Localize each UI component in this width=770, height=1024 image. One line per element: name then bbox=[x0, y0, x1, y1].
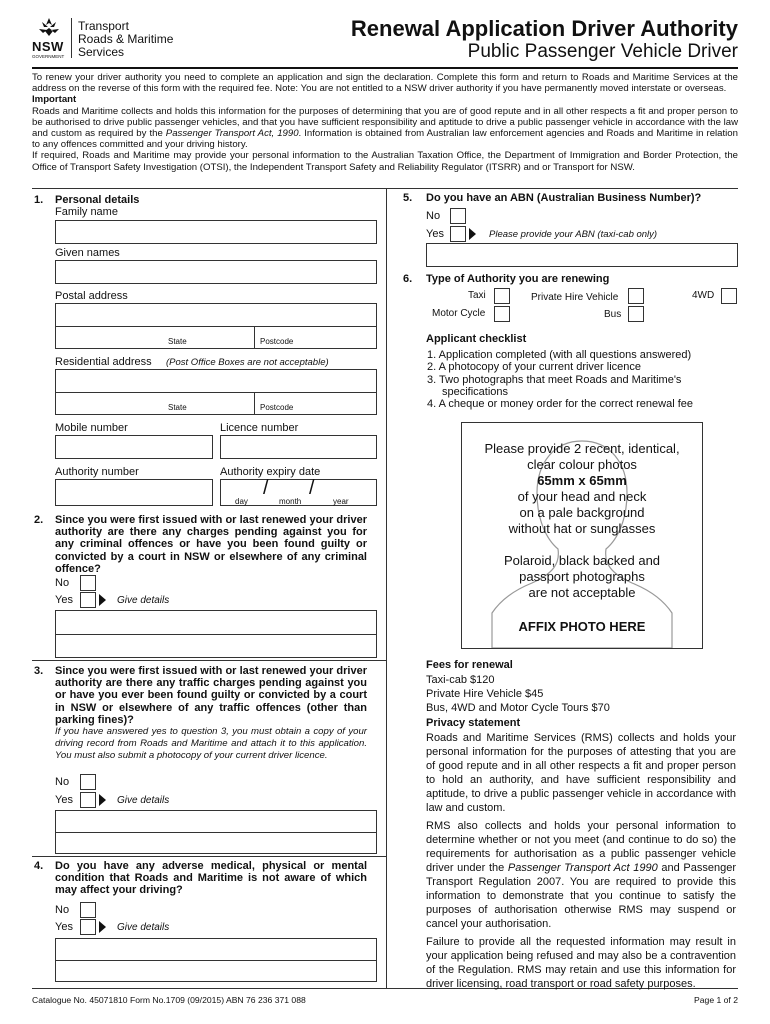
privacy-paragraph: Roads and Maritime Services (RMS) collects and holds your personal information for the purposes of attesting that you are of good repute and in all other respects a fit and proper person to hold an authority, and have sufficient responsibility and aptitude, to drive a public passenger vehicle in accordance with law and custom. bbox=[426, 732, 736, 814]
photo-line: on a pale background bbox=[519, 505, 645, 520]
arrow-right-icon bbox=[99, 594, 106, 606]
logo-line-1: Transport bbox=[78, 19, 129, 33]
q5-number: 5. bbox=[403, 192, 413, 204]
photo-line: Please provide 2 recent, identical, bbox=[484, 441, 680, 456]
q2-yes-label: Yes bbox=[55, 594, 73, 606]
photo-line: Polaroid, black backed and bbox=[503, 553, 661, 568]
fees-list bbox=[426, 673, 610, 715]
q5-no-label: No bbox=[426, 210, 441, 222]
given-names-label: Given names bbox=[55, 247, 120, 259]
residential-address-label: Residential address bbox=[55, 356, 152, 368]
bus-label: Bus bbox=[604, 309, 622, 320]
intro-text bbox=[32, 72, 738, 173]
authority-number-field[interactable] bbox=[55, 479, 213, 506]
important-heading: Important bbox=[32, 94, 77, 106]
affix-photo-label: AFFIX PHOTO HERE bbox=[518, 619, 646, 634]
authority-expiry-label: Authority expiry date bbox=[220, 466, 321, 478]
checklist-heading: Applicant checklist bbox=[426, 333, 527, 345]
q4-details-field[interactable] bbox=[55, 938, 377, 982]
q4-no-label: No bbox=[55, 904, 70, 916]
q2-give-details-label: Give details bbox=[117, 595, 170, 606]
private-hire-checkbox[interactable] bbox=[628, 288, 644, 304]
privacy-text bbox=[426, 731, 736, 991]
q4-no-checkbox[interactable] bbox=[80, 902, 96, 918]
residential-note: (Post Office Boxes are not acceptable) bbox=[166, 357, 329, 368]
q5-heading: Do you have an ABN (Australian Business Number)? bbox=[426, 192, 702, 204]
fourwd-label: 4WD bbox=[692, 290, 715, 301]
q2-details-field[interactable] bbox=[55, 610, 377, 658]
important-paragraph: Roads and Maritime collects and holds this information for the purposes of determining that you are of good repute and in all other respects a fit and proper person to be authorised to drive public passenger vehicles, and that you have sufficient responsibility and aptitude to drive a public passenger vehicle in accordance with the law and custom as required by the Passenger Transport Act, 1990. Information is obtained from Australian law enforcement agencies and Roads and Maritime in relation to any offences committed and your driving history. bbox=[32, 105, 738, 151]
mobile-number-field[interactable] bbox=[55, 435, 213, 459]
mobile-number-label: Mobile number bbox=[55, 422, 128, 434]
date-slash-icon: / bbox=[263, 477, 269, 499]
photo-size: 65mm x 65mm bbox=[537, 473, 627, 488]
fee-bus: Bus, 4WD and Motor Cycle Tours $70 bbox=[426, 702, 610, 714]
given-names-field[interactable] bbox=[55, 260, 377, 284]
privacy-paragraph: RMS also collects and holds your personal information to determine whether or not you meet (and continue to do so) the requirements for authorisation as a public passenger vehicle driver under the Passenger Transport Act 1990 and Passenger Transport Regulation 2007. You are required to provide this information to demonstrate that you continue to satisfy the purposes of authorisation otherwise RMS may suspend or cancel your authorisation. bbox=[426, 820, 736, 930]
page-title: Renewal Application Driver Authority bbox=[350, 16, 738, 41]
q5-yes-checkbox[interactable] bbox=[450, 226, 466, 242]
q3-give-details-label: Give details bbox=[117, 795, 170, 806]
q6-heading: Type of Authority you are renewing bbox=[426, 273, 610, 285]
disclosure-paragraph: If required, Roads and Maritime may provide your personal information to the Australian Taxation Office, the Department of Immigration and Border Protection, the Office of Transport Safety Investigation (OTSI), the Independent Transport Safety and Reliability Regulator (ITSRR) and or Transport for NSW. bbox=[32, 150, 738, 173]
page-subtitle: Public Passenger Vehicle Driver bbox=[467, 41, 738, 62]
q3-number: 3. bbox=[34, 665, 44, 677]
motor-cycle-checkbox[interactable] bbox=[494, 306, 510, 322]
logo-line-3: Services bbox=[78, 45, 125, 59]
postal-state-label: State bbox=[168, 337, 187, 346]
q5-no-checkbox[interactable] bbox=[450, 208, 466, 224]
q2-no-checkbox[interactable] bbox=[80, 575, 96, 591]
q1-heading: Personal details bbox=[55, 194, 140, 206]
fee-private-hire: Private Hire Vehicle $45 bbox=[426, 688, 544, 700]
checklist-item: specifications bbox=[442, 385, 509, 398]
photo-line: of your head and neck bbox=[517, 489, 647, 504]
licence-number-field[interactable] bbox=[220, 435, 377, 459]
motor-cycle-label: Motor Cycle bbox=[432, 308, 486, 319]
authority-expiry-field[interactable] bbox=[220, 479, 377, 506]
q4-yes-checkbox[interactable] bbox=[80, 919, 96, 935]
postal-address-label: Postal address bbox=[55, 290, 128, 302]
q3-note: If you have answered yes to question 3, you must obtain a copy of your driving record from Roads and Maritime and attach it to this application. You must also submit a photocopy of your current driver licence. bbox=[55, 726, 367, 761]
q3-no-checkbox[interactable] bbox=[80, 774, 96, 790]
arrow-right-icon bbox=[469, 228, 476, 240]
arrow-right-icon bbox=[99, 921, 106, 933]
q2-number: 2. bbox=[34, 514, 44, 526]
postal-address-field[interactable] bbox=[55, 303, 377, 349]
privacy-heading: Privacy statement bbox=[426, 717, 521, 729]
q2-no-label: No bbox=[55, 577, 70, 589]
q3-yes-label: Yes bbox=[55, 794, 73, 806]
residential-address-field[interactable] bbox=[55, 369, 377, 415]
day-label: day bbox=[235, 497, 248, 506]
taxi-checkbox[interactable] bbox=[494, 288, 510, 304]
catalogue-number: Catalogue No. 45071810 Form No.1709 (09/2015) ABN 76 236 371 088 bbox=[32, 995, 306, 1005]
intro-paragraph: To renew your driver authority you need to complete an application and sign the declaration. Complete this form and return to Roads and Maritime Services at the address on the reverse of this form with the required fee. Note: You are not entitled to a NSW driver authority if you have permanently moved interstate or overseas. bbox=[32, 72, 738, 95]
family-name-label: Family name bbox=[55, 206, 118, 218]
q3-yes-checkbox[interactable] bbox=[80, 792, 96, 808]
fourwd-checkbox[interactable] bbox=[721, 288, 737, 304]
month-label: month bbox=[279, 497, 302, 506]
logo-nsw: NSW bbox=[32, 39, 64, 54]
postal-postcode-label: Postcode bbox=[260, 337, 294, 346]
q2-yes-checkbox[interactable] bbox=[80, 592, 96, 608]
abn-note: Please provide your ABN (taxi-cab only) bbox=[489, 229, 658, 240]
private-hire-label: Private Hire Vehicle bbox=[531, 292, 619, 303]
q3-no-label: No bbox=[55, 776, 70, 788]
photo-line: clear colour photos bbox=[527, 457, 637, 472]
q1-number: 1. bbox=[34, 194, 44, 206]
page-number: Page 1 of 2 bbox=[694, 995, 738, 1005]
waratah-icon bbox=[34, 16, 64, 38]
fee-taxi: Taxi-cab $120 bbox=[426, 674, 495, 686]
q4-number: 4. bbox=[34, 860, 44, 872]
residential-postcode-label: Postcode bbox=[260, 403, 294, 412]
family-name-field[interactable] bbox=[55, 220, 377, 244]
q2-heading: Since you were first issued with or last renewed your driver authority are there any charges pending against you for any criminal offences or have you been found guilty or convicted by a court in NSW or elsewhere of any criminal offence? bbox=[55, 514, 367, 575]
bus-checkbox[interactable] bbox=[628, 306, 644, 322]
arrow-right-icon bbox=[99, 794, 106, 806]
year-label: year bbox=[333, 497, 349, 506]
checklist-item: 4. A cheque or money order for the correct renewal fee bbox=[427, 398, 693, 411]
checklist-item: 2. A photocopy of your current driver licence bbox=[427, 361, 642, 374]
fees-heading: Fees for renewal bbox=[426, 659, 513, 671]
licence-number-label: Licence number bbox=[220, 422, 299, 434]
logo-government: GOVERNMENT bbox=[32, 54, 65, 59]
privacy-paragraph: Failure to provide all the requested information may result in your application being refused and may also be a contravention of the Regulation. RMS may retain and use this information for driver licensing, road transport or road safety purposes. bbox=[426, 936, 736, 990]
q4-yes-label: Yes bbox=[55, 921, 73, 933]
photo-line: without hat or sunglasses bbox=[508, 521, 656, 536]
checklist bbox=[427, 349, 693, 410]
residential-state-label: State bbox=[168, 403, 187, 412]
logo-line-2: Roads & Maritime bbox=[78, 32, 174, 46]
photo-line: passport photographs bbox=[519, 569, 645, 584]
checklist-item: 1. Application completed (with all questions answered) bbox=[427, 349, 692, 361]
q4-heading: Do you have any adverse medical, physical or mental condition that Roads and Maritime is not aware of which may affect your driving? bbox=[55, 860, 367, 897]
q6-number: 6. bbox=[403, 273, 413, 285]
date-slash-icon: / bbox=[309, 477, 315, 499]
q3-details-field[interactable] bbox=[55, 810, 377, 854]
taxi-label: Taxi bbox=[468, 290, 486, 301]
photo-area[interactable] bbox=[461, 422, 703, 649]
photo-line: are not acceptable bbox=[528, 585, 636, 600]
q5-yes-label: Yes bbox=[426, 228, 444, 240]
q4-give-details-label: Give details bbox=[117, 922, 170, 933]
abn-field[interactable] bbox=[426, 243, 738, 267]
q3-heading: Since you were first issued with or last renewed your driver authority are there any traffic charges pending against you or have you ever been found guilty or convicted by a court in NSW or elsewhere of any traffic offences (other than parking fines)? bbox=[55, 665, 367, 726]
authority-number-label: Authority number bbox=[55, 466, 139, 478]
checklist-item: 3. Two photographs that meet Roads and Maritime's bbox=[427, 373, 682, 386]
nsw-logo bbox=[30, 14, 180, 62]
